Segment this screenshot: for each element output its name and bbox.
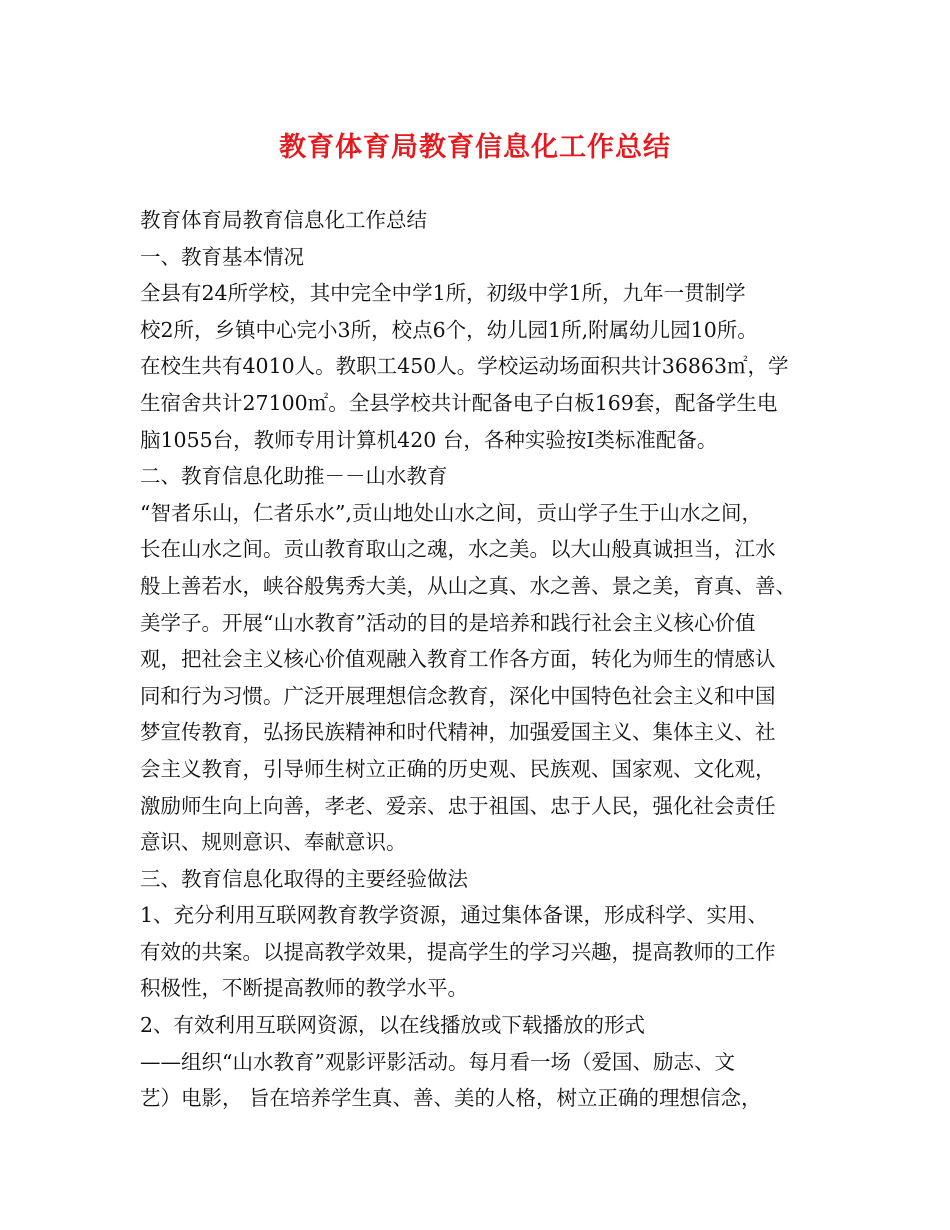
body-line: 有效的共案。以提高教学效果，提高学生的学习兴趣，提高教师的工作: [140, 939, 776, 964]
body-line: 美学子。开展“山水教育”活动的目的是培养和践行社会主义核心价值: [140, 610, 756, 635]
body-line: 在校生共有4010人。教职工450人。学校运动场面积共计36863㎡，学: [140, 354, 789, 379]
body-line: 脑1055台，教师专用计算机420 台，各种实验按Ⅰ类标准配备。: [140, 427, 718, 452]
body-line: 生宿舍共计27100㎡。全县学校共计配备电子白板169套，配备学生电: [140, 390, 778, 415]
body-line: 会主义教育，引导师生树立正确的历史观、民族观、国家观、文化观，: [140, 756, 776, 781]
body-line: 1、充分利用互联网教育教学资源，通过集体备课，形成科学、实用、: [140, 903, 769, 928]
body-line: 教育体育局教育信息化工作总结: [140, 208, 427, 232]
body-line: 全县有24所学校，其中完全中学1所，初级中学1所，九年一贯制学: [140, 281, 746, 306]
body-line: 2、有效利用互联网资源，以在线播放或下载播放的形式: [140, 1013, 646, 1038]
body-line: 意识、规则意识、奉献意识。: [140, 830, 407, 855]
document-title: 教育体育局教育信息化工作总结: [279, 132, 671, 163]
body-line: 艺）电影， 旨在培养学生真、善、美的人格，树立正确的理想信念，: [140, 1086, 762, 1111]
document-body: [140, 202, 840, 1117]
body-line: 般上善若水，峡谷般隽秀大美，从山之真、水之善、景之美，育真、善、: [140, 573, 796, 598]
section-heading: 一、教育基本情况: [140, 244, 304, 269]
body-line: 观，把社会主义核心价值观融入教育工作各方面，转化为师生的情感认: [140, 647, 776, 672]
body-line: 同和行为习惯。广泛开展理想信念教育，深化中国特色社会主义和中国: [140, 683, 776, 708]
body-line: “智者乐山，仁者乐水”,贡山地处山水之间，贡山学子生于山水之间，: [140, 500, 762, 525]
body-line: 积极性，不断提高教师的教学水平。: [140, 976, 468, 1001]
body-line: 校2所，乡镇中心完小3所，校点6个，幼儿园1所,附属幼儿园10所。: [140, 317, 758, 342]
body-line: 长在山水之间。贡山教育取山之魂，水之美。以大山般真诚担当，江水: [140, 537, 776, 562]
section-heading: 三、教育信息化取得的主要经验做法: [140, 866, 468, 891]
body-line: ——组织“山水教育”观影评影活动。每月看一场（爱国、励志、文: [140, 1049, 735, 1074]
section-heading: 二、教育信息化助推－－山水教育: [140, 464, 448, 489]
body-line: 激励师生向上向善，孝老、爱亲、忠于祖国、忠于人民，强化社会责任: [140, 793, 776, 818]
body-line: 梦宣传教育，弘扬民族精神和时代精神，加强爱国主义、集体主义、社: [140, 720, 776, 745]
